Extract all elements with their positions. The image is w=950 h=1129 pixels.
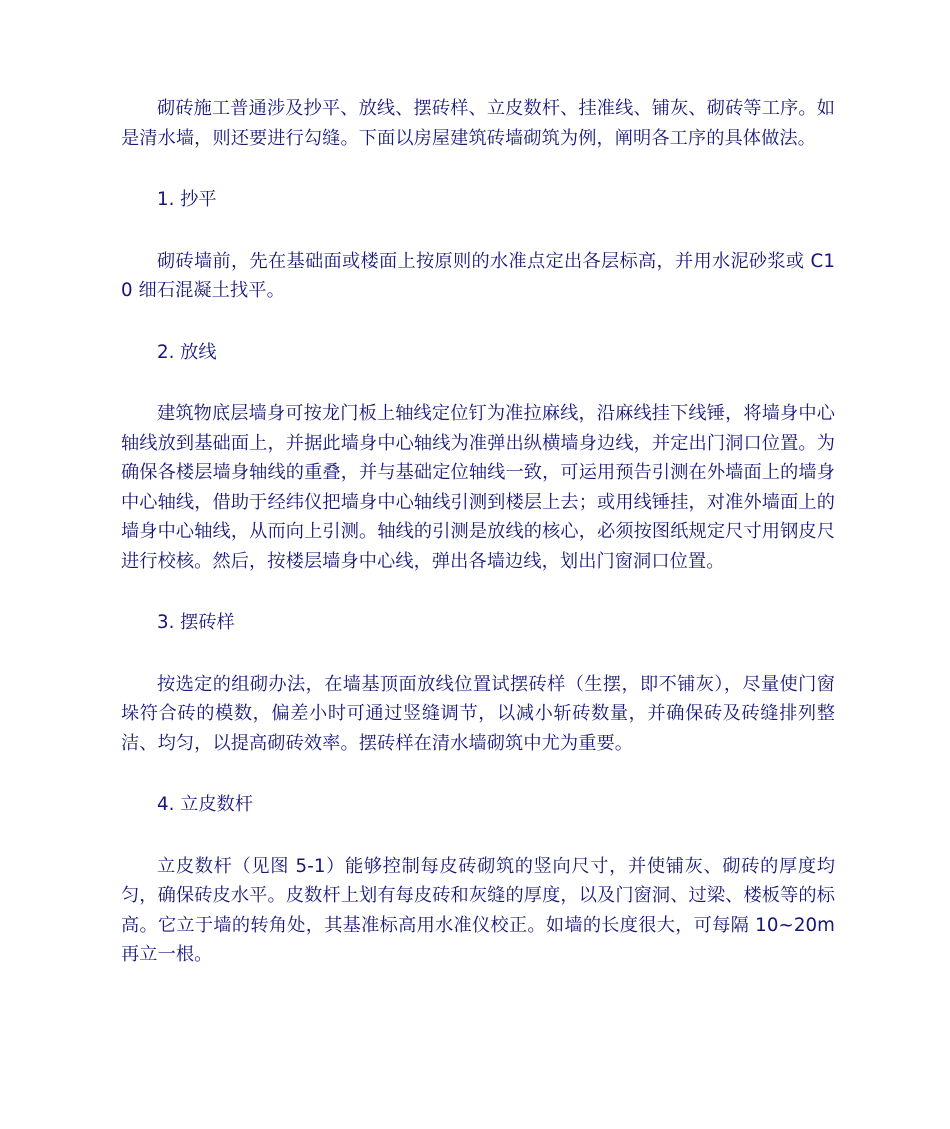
section-heading-brick-sample: 3. 摆砖样 bbox=[157, 612, 235, 633]
section-heading-layout: 2. 放线 bbox=[157, 341, 217, 363]
section-body-leveling: 砌砖墙前，先在基础面或楼面上按原则的水准点定出各层标高，并用水泥砂浆或 C10 细石混凝土找平。 bbox=[121, 250, 835, 301]
section-body-story-pole: 立皮数杆（见图 5-1）能够控制每皮砖砌筑的竖向尺寸，并使铺灰、砌砖的厚度均匀，确保砖皮水平。皮数杆上划有每皮砖和灰缝的厚度，以及门窗洞、过梁、楼板等的标高。它立于墙的转角处，其基准标高用水准仪校正。如墙的长度很大，可每隔 10~20m 再立一根。 bbox=[121, 855, 835, 965]
section-body-layout: 建筑物底层墙身可按龙门板上轴线定位钉为准拉麻线，沿麻线挂下线锤，将墙身中心轴线放到基础面上，并据此墙身中心轴线为准弹出纵横墙身边线，并定出门洞口位置。为确保各楼层墙身轴线的重叠，并与基础定位轴线一致，可运用预告引测在外墙面上的墙身中心轴线，借助于经纬仪把墙身中心轴线引测到楼层上去；或用线锤挂，对准外墙面上的墙身中心轴线，从而向上引测。轴线的引测是放线的核心，必须按图纸规定尺寸用钢皮尺进行校核。然后，按楼层墙身中心线，弹出各墙边线，划出门窗洞口位置。 bbox=[121, 403, 835, 572]
document-body bbox=[121, 94, 835, 970]
intro-paragraph: 砌砖施工普通涉及抄平、放线、摆砖样、立皮数杆、挂准线、铺灰、砌砖等工序。如是清水墙，则还要进行勾缝。下面以房屋建筑砖墙砌筑为例，阐明各工序的具体做法。 bbox=[121, 98, 835, 149]
section-body-brick-sample: 按选定的组砌办法，在墙基顶面放线位置试摆砖样（生摆，即不铺灰），尽量使门窗垛符合砖的模数，偏差小时可通过竖缝调节，以减小斩砖数量，并确保砖及砖缝排列整洁、均匀，以提高砌砖效率。摆砖样在清水墙砌筑中尤为重要。 bbox=[121, 673, 835, 754]
section-heading-story-pole: 4. 立皮数杆 bbox=[157, 794, 253, 815]
section-heading-leveling: 1. 抄平 bbox=[157, 189, 217, 210]
